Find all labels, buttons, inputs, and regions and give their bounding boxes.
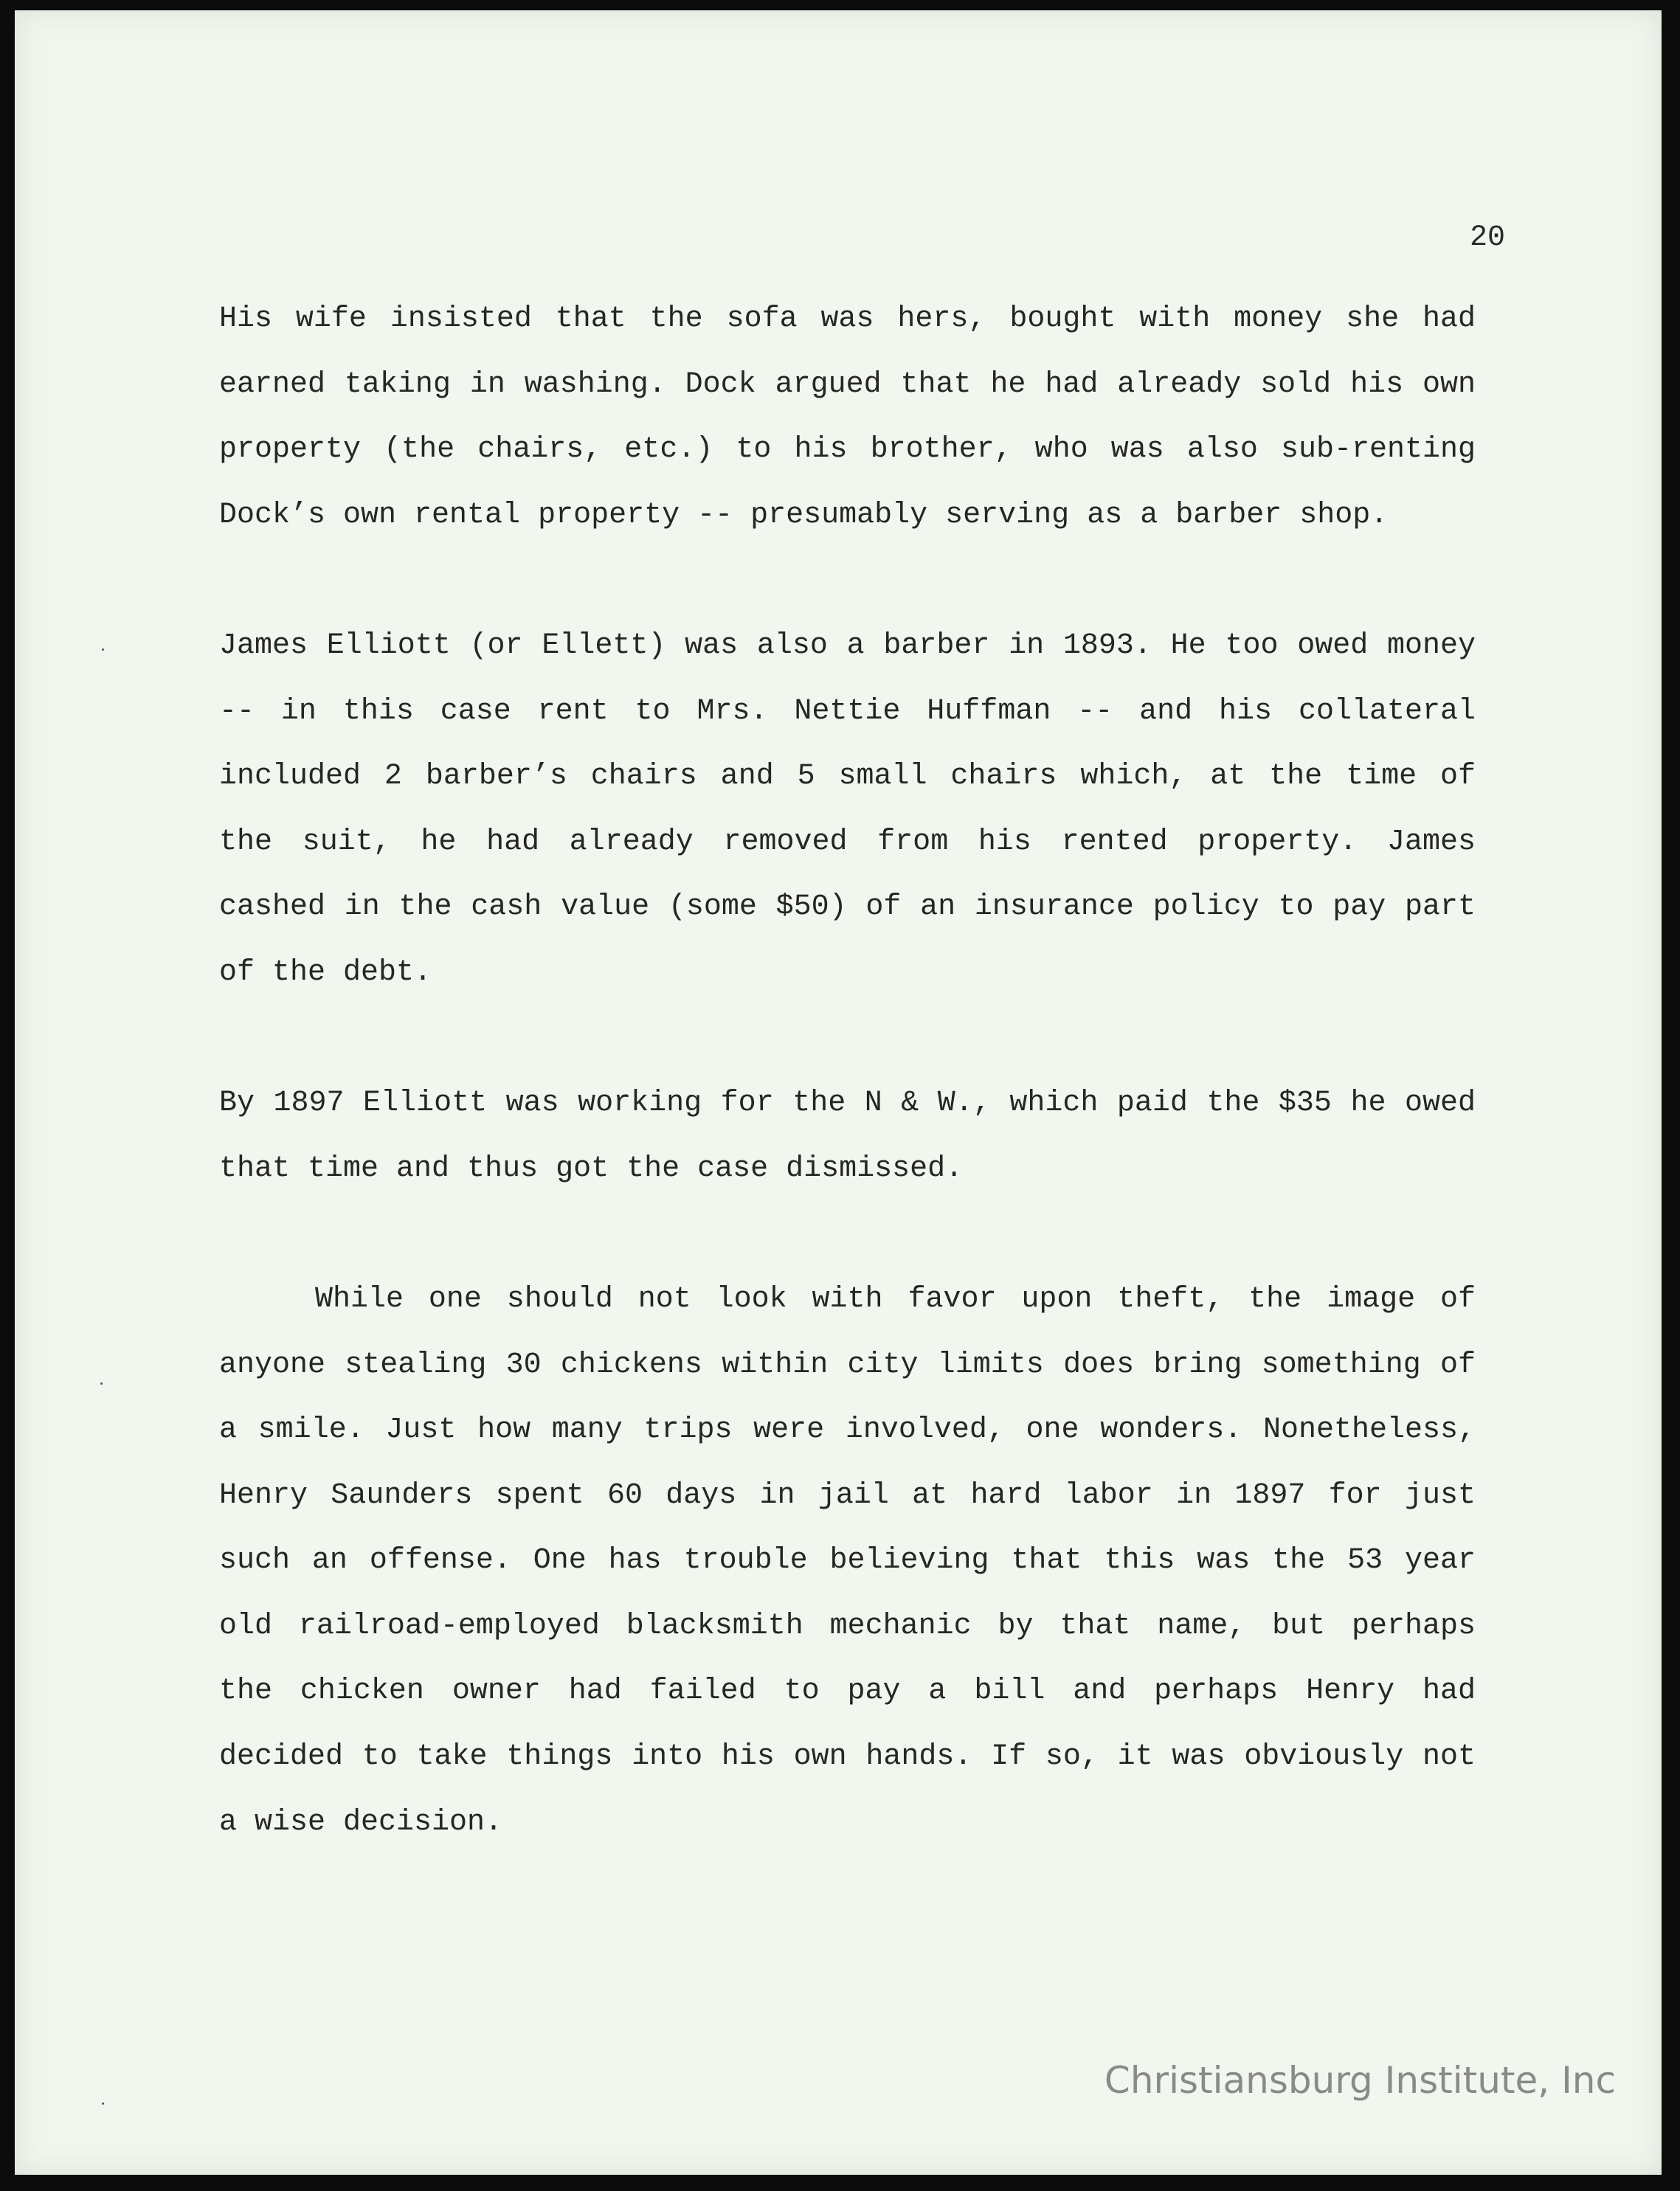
paper-speck (102, 648, 104, 651)
watermark: Christiansburg Institute, Inc (1104, 2059, 1616, 2102)
paragraph-james-elliott: James Elliott (or Ellett) was also a barber in 1893. He too owed money -- in this case rent to Mrs. Nettie Huffman -- and his collateral included 2 barber’s chairs and 5 small chairs which, at the time of the suit, he had already removed from his rented property. James cashed in the cash value (some $50) of an insurance policy to pay part of the debt. (219, 629, 1476, 989)
body-text (219, 287, 1476, 1855)
paragraph-chicken-theft: While one should not look with favor upon theft, the image of anyone stealing 30 chickens within city limits does bring something of a smile. Just how many trips were involved, one wonders. Nonetheless, Henry Saunders spent 60 days in jail at hard labor in 1897 for just such an offense. One has trouble believing that this was the 53 year old railroad-employed blacksmith mechanic by that name, but perhaps the chicken owner had failed to pay a bill and perhaps Henry had decided to take things into his own hands. If so, it was obviously not a wise decision. (219, 1282, 1476, 1839)
document-page (15, 10, 1662, 2175)
paper-speck (102, 2102, 104, 2105)
page-number: 20 (1469, 221, 1505, 255)
paragraph-elliott-1897: By 1897 Elliott was working for the N & W., which paid the $35 he owed that time and thus got the case dismissed. (219, 1087, 1476, 1186)
paragraph-sofa-dispute: His wife insisted that the sofa was hers, bought with money she had earned taking in washing. Dock argued that he had already sold his own property (the chairs, etc.) to his brother, who was also sub-renting Dock’s own rental property -- presumably serving as a barber shop. (219, 302, 1476, 532)
paper-speck (100, 1382, 103, 1385)
